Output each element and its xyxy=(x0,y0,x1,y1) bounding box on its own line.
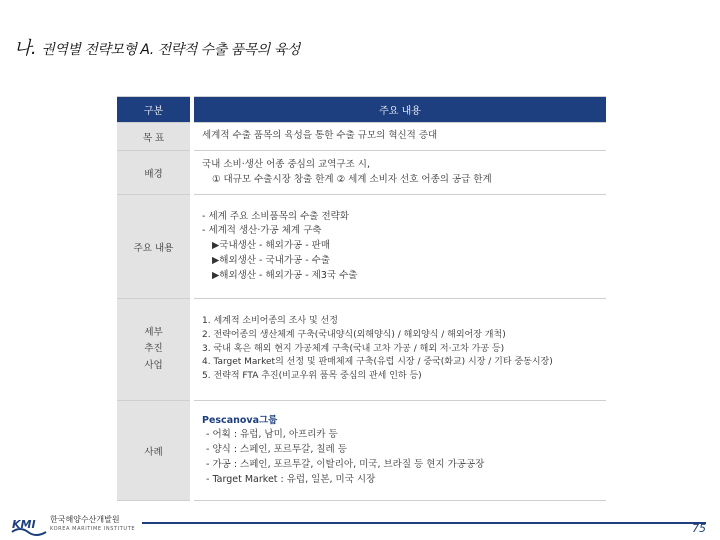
logo-abbr: KMI xyxy=(12,518,36,531)
main-line: - 세계적 생산·가공 체계 구축 xyxy=(202,225,322,237)
goal-line: 세계적 수출 품목의 육성을 통한 수출 규모의 혁신적 증대 xyxy=(202,130,438,142)
row-label-case: 사례 xyxy=(117,401,192,501)
row-content-goal xyxy=(192,123,606,151)
background-line: 국내 소비·생산 어종 중심의 교역구조 시, xyxy=(202,158,370,170)
detail-line: 4. Target Market의 선정 및 판매체제 구축(유럽 시장 / 중국(화교) 시장 / 기타 중동시장) xyxy=(202,357,553,368)
detail-line: 3. 국내 혹은 해외 현지 가공체계 구축(국내 고차 가공 / 해외 저·고차 가공 등) xyxy=(202,343,505,354)
table-row-goal xyxy=(117,123,606,151)
detail-line: 5. 전략적 FTA 추진(비교우위 품목 중심의 관세 인하 등) xyxy=(202,371,422,382)
row-label-background: 배경 xyxy=(117,151,192,195)
main-line: ▶국내생산 - 해외가공 - 판매 xyxy=(212,240,331,252)
page-number: 75 xyxy=(692,522,706,535)
row-label-detail xyxy=(117,299,192,401)
table-row-detail xyxy=(117,299,606,401)
page-title-text: 나. xyxy=(14,38,42,59)
main-line: ▶해외생산 - 국내가공 - 수출 xyxy=(212,254,331,266)
table-row-background xyxy=(117,151,606,195)
detail-label-line: 추진 xyxy=(144,343,163,355)
row-label-main: 주요 내용 xyxy=(117,195,192,299)
row-content-main xyxy=(192,195,606,299)
table-row-case xyxy=(117,401,606,501)
case-line: - 어획 : 유럽, 남미, 아프리카 등 xyxy=(206,429,338,441)
case-brand: Pescanova그룹 xyxy=(202,414,278,426)
footer-divider xyxy=(142,522,706,524)
logo-name-en: KOREA MARITIME INSTITUTE xyxy=(50,526,136,532)
logo-name-ko: 한국해양수산개발원 xyxy=(50,515,120,524)
row-content-background xyxy=(192,151,606,195)
strategy-table xyxy=(117,96,606,501)
column-header-content: 주요 내용 xyxy=(192,97,606,123)
page-title xyxy=(14,34,300,60)
row-label-goal: 목 표 xyxy=(117,123,192,151)
background-line: ① 대규모 수출시장 창출 한계 ② 세계 소비자 선호 어종의 공급 한계 xyxy=(212,173,492,185)
page-title-sub: 권역별 전략모형 A. 전략적 수출 품목의 육성 xyxy=(41,42,300,58)
main-line: ▶해외생산 - 해외가공 - 제3국 수출 xyxy=(212,269,358,281)
case-line: - 양식 : 스페인, 포르투갈, 칠레 등 xyxy=(206,444,347,456)
row-content-case xyxy=(192,401,606,501)
column-header-category: 구분 xyxy=(117,97,192,123)
case-line: - Target Market : 유럽, 일본, 미국 시장 xyxy=(206,473,376,485)
detail-label-line: 사업 xyxy=(144,359,163,371)
detail-line: 1. 세계적 소비어종의 조사 및 선정 xyxy=(202,315,338,326)
kmi-logo xyxy=(10,512,140,538)
main-line: - 세계 주요 소비품목의 수출 전략화 xyxy=(202,210,350,222)
table-row-main xyxy=(117,195,606,299)
detail-line: 2. 전략어종의 생산체계 구축(국내양식(외해양식) / 해외양식 / 해외어장 개척) xyxy=(202,329,506,340)
detail-label-line: 세부 xyxy=(144,327,163,339)
row-content-detail xyxy=(192,299,606,401)
case-line: - 가공 : 스페인, 포르투갈, 이탈리아, 미국, 브라질 등 현지 가공공장 xyxy=(206,458,485,470)
table-header-row xyxy=(117,97,606,123)
